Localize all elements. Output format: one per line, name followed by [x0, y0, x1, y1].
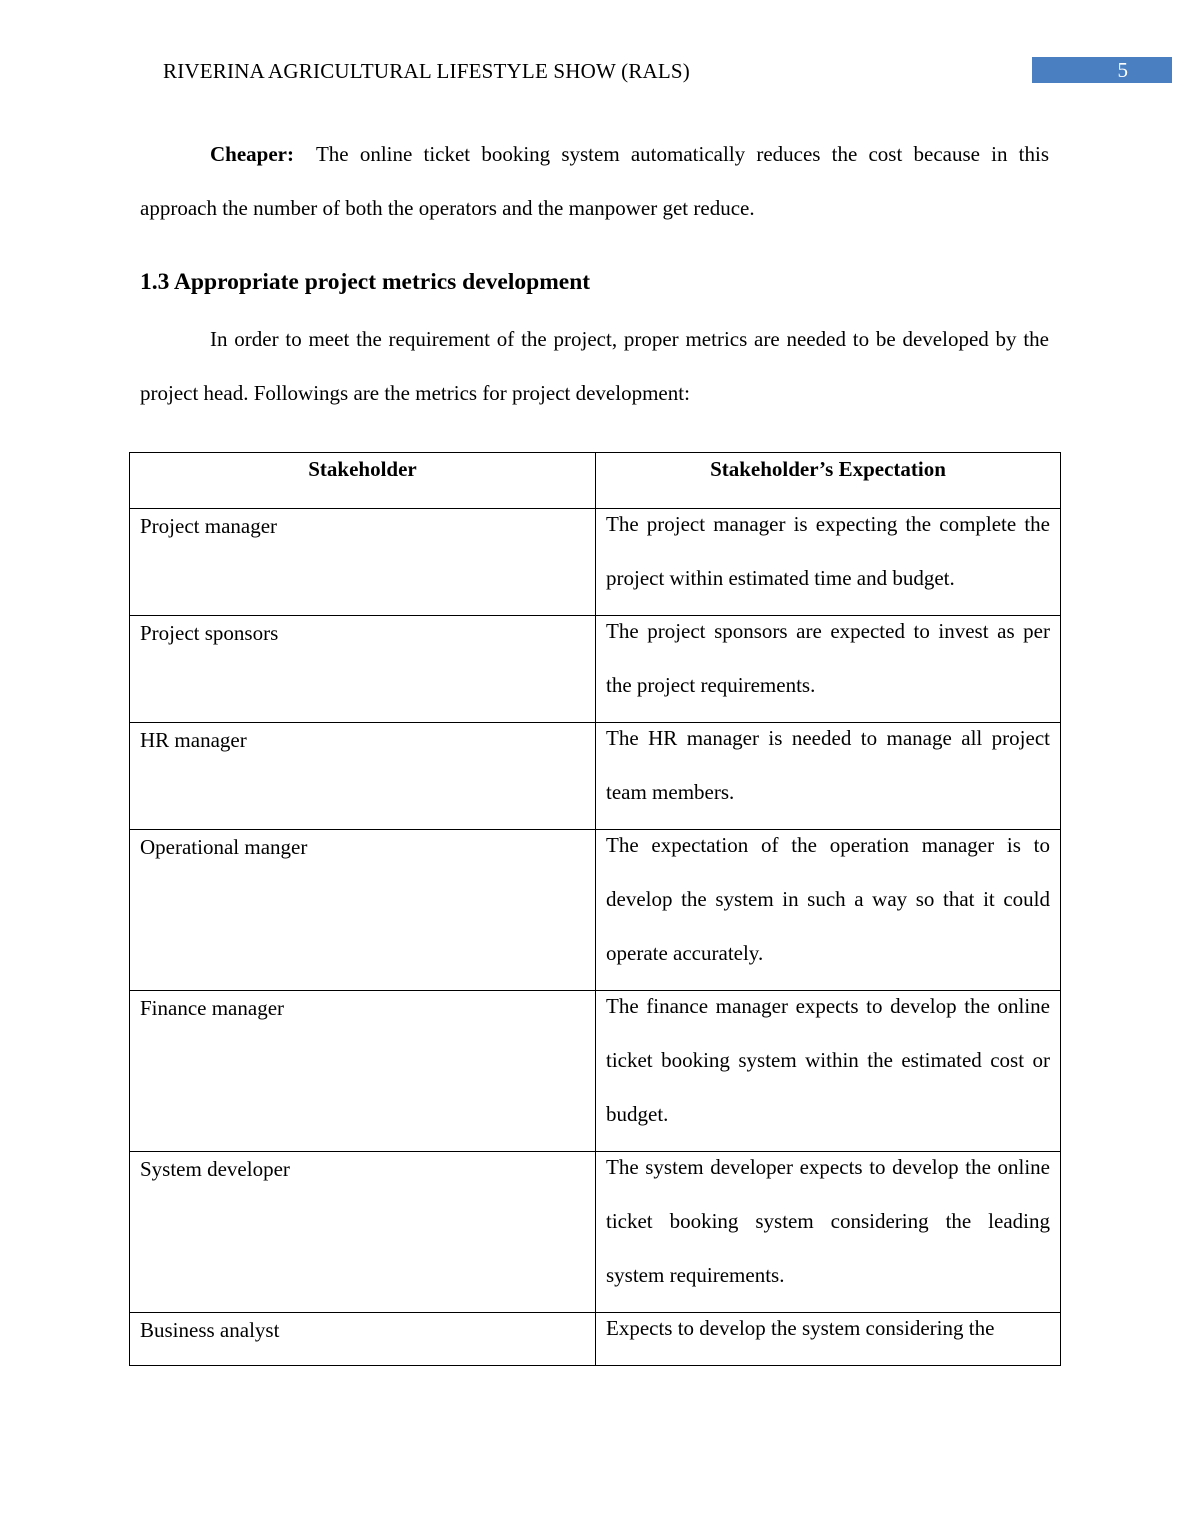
expectation-cell: [596, 723, 1061, 830]
expectation-text: The finance manager expects to develop the online ticket booking system within the estimated cost or budget.: [606, 994, 1050, 1126]
table-row: [130, 616, 1061, 723]
cheaper-label: Cheaper:: [210, 142, 294, 166]
table-row: [130, 1152, 1061, 1313]
table-row: [130, 1313, 1061, 1366]
expectation-text: The expectation of the operation manager is to develop the system in such a way so that it could operate accurately.: [606, 833, 1050, 965]
page-number: 5: [1032, 57, 1172, 83]
running-header-title: RIVERINA AGRICULTURAL LIFESTYLE SHOW (RALS): [163, 59, 690, 83]
stakeholder-cell: Project sponsors: [130, 616, 596, 723]
table-row: [130, 991, 1061, 1152]
stakeholder-cell: HR manager: [130, 723, 596, 830]
expectation-text: The project sponsors are expected to invest as per the project requirements.: [606, 619, 1050, 697]
section-heading: 1.3 Appropriate project metrics development: [140, 269, 591, 295]
intro-text: In order to meet the requirement of the project, proper metrics are needed to be developed by the project head. Followings are the metrics for project development:: [140, 327, 1049, 405]
expectation-cell: [596, 830, 1061, 991]
expectation-text: Expects to develop the system considering the: [606, 1316, 995, 1340]
expectation-cell: [596, 1313, 1061, 1366]
table-row: [130, 830, 1061, 991]
expectation-text: The system developer expects to develop the online ticket booking system considering the leading system requirements.: [606, 1155, 1050, 1287]
table-row: [130, 509, 1061, 616]
expectation-cell: [596, 509, 1061, 616]
table-row: [130, 723, 1061, 830]
expectation-text: The HR manager is needed to manage all project team members.: [606, 726, 1050, 804]
stakeholder-cell: Business analyst: [130, 1313, 596, 1366]
intro-paragraph: [140, 312, 1049, 420]
cheaper-paragraph: [140, 127, 1049, 235]
header-stakeholder: Stakeholder: [130, 453, 596, 509]
stakeholder-table: [129, 452, 1061, 1366]
stakeholder-cell: Project manager: [130, 509, 596, 616]
stakeholder-cell: Finance manager: [130, 991, 596, 1152]
stakeholder-cell: System developer: [130, 1152, 596, 1313]
cheaper-text: The online ticket booking system automatically reduces the cost because in this approach the number of both the operators and the manpower get reduce.: [140, 142, 1050, 220]
header-expectation: Stakeholder’s Expectation: [596, 453, 1061, 509]
stakeholder-cell: Operational manger: [130, 830, 596, 991]
expectation-cell: [596, 1152, 1061, 1313]
expectation-cell: [596, 991, 1061, 1152]
expectation-text: The project manager is expecting the complete the project within estimated time and budget.: [606, 512, 1050, 590]
expectation-cell: [596, 616, 1061, 723]
